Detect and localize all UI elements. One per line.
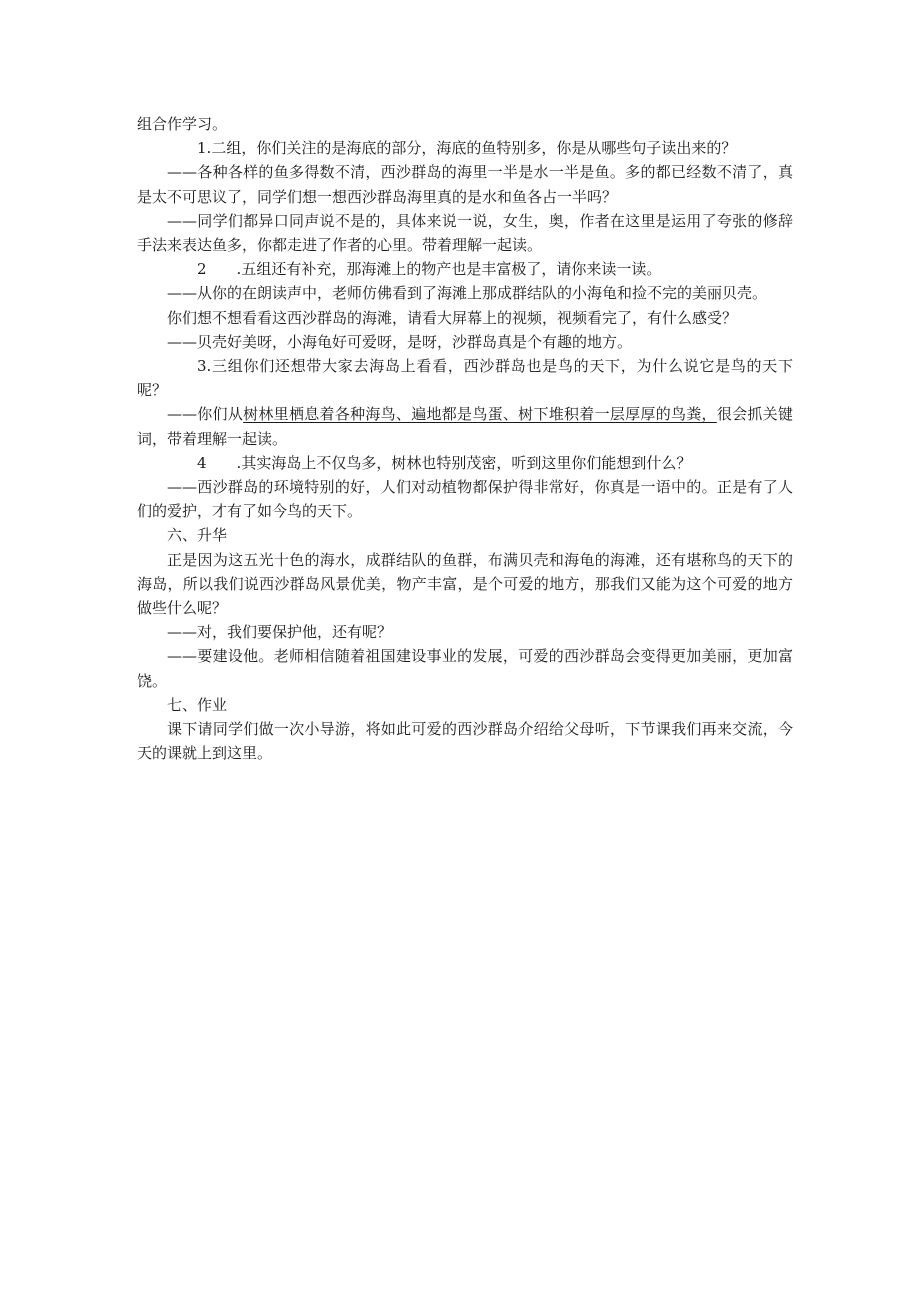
paragraph-intro-end: 组合作学习。 xyxy=(137,115,228,133)
paragraph-response: ——从你的在朗读声中，老师仿佛看到了海滩上那成群结队的小海龟和捡不完的美丽贝壳。 xyxy=(167,284,768,303)
response-tail: 很会抓关键词，带着理解一起读。 xyxy=(137,405,793,448)
item-number: 2 xyxy=(197,260,207,279)
item-text: .五组还有补充，那海滩上的物产也是丰富极了，请你来读一读。 xyxy=(236,260,662,279)
item-text: .二组，你们关注的是海底的部分，海底的鱼特别多，你是从哪些句子读出来的？ xyxy=(206,139,737,158)
paragraph-item-1 xyxy=(137,136,793,160)
item-number: 4 xyxy=(197,453,207,472)
response-lead: ——你们从 xyxy=(167,405,244,424)
paragraph-response: ——同学们都异口同声说不是的，具体来说一说，女生，奥，作者在这里是运用了夸张的修辞手法来表达鱼多，你都走进了作者的心里。带着理解一起读。 xyxy=(137,211,793,255)
paragraph-response: ——要建设他。老师相信随着祖国建设事业的发展，可爱的西沙群岛会变得更加美丽，更加富饶。 xyxy=(137,647,793,690)
paragraph-item-4 xyxy=(137,451,793,475)
paragraph-item-3 xyxy=(137,354,793,402)
paragraph-response: ——对，我们要保护他，还有呢？ xyxy=(167,623,393,642)
paragraph-response: ——贝壳好美呀，小海龟好可爱呀，是呀，沙群岛真是个有趣的地方。 xyxy=(167,332,633,351)
item-text: .三组你们还想带大家去海岛上看看，西沙群岛也是鸟的天下，为什么说它是鸟的天下呢？ xyxy=(137,357,793,400)
paragraph-response xyxy=(137,402,793,450)
document-page xyxy=(137,112,793,765)
item-text: .其实海岛上不仅鸟多，树林也特别茂密，听到这里你们能想到什么？ xyxy=(236,453,692,472)
paragraph-item-2 xyxy=(137,257,793,281)
section-heading-6: 六、升华 xyxy=(167,526,228,545)
paragraph-sublimation: 正是因为这五光十色的海水，成群结队的鱼群，布满贝壳和海龟的海滩，还有堪称鸟的天下的海岛，所以我们说西沙群岛风景优美，物产丰富，是个可爱的地方，那我们又能为这个可爱的地方做些什么呢？ xyxy=(137,550,793,618)
item-number: 1 xyxy=(197,139,207,158)
paragraph-response: ——西沙群岛的环境特别的好，人们对动植物都保护得非常好，你真是一语中的。正是有了人们的爱护，才有了如今鸟的天下。 xyxy=(137,478,793,521)
section-heading-7: 七、作业 xyxy=(167,695,228,714)
paragraph-homework: 课下请同学们做一次小导游，将如此可爱的西沙群岛介绍给父母听，下节课我们再来交流，今天的课就上到这里。 xyxy=(137,720,793,763)
paragraph-response: ——各种各样的鱼多得数不清，西沙群岛的海里一半是水一半是鱼。多的都已经数不清了，真是太不可思议了，同学们想一想西沙群岛海里真的是水和鱼各占一半吗？ xyxy=(137,163,793,206)
item-number: 3 xyxy=(197,357,207,376)
paragraph-question: 你们想不想看看这西沙群岛的海滩，请看大屏幕上的视频，视频看完了，有什么感受？ xyxy=(167,308,738,327)
underlined-key-phrase: 树林里栖息着各种海鸟、遍地都是鸟蛋、树下堆积着一层厚厚的鸟粪， xyxy=(243,405,717,424)
